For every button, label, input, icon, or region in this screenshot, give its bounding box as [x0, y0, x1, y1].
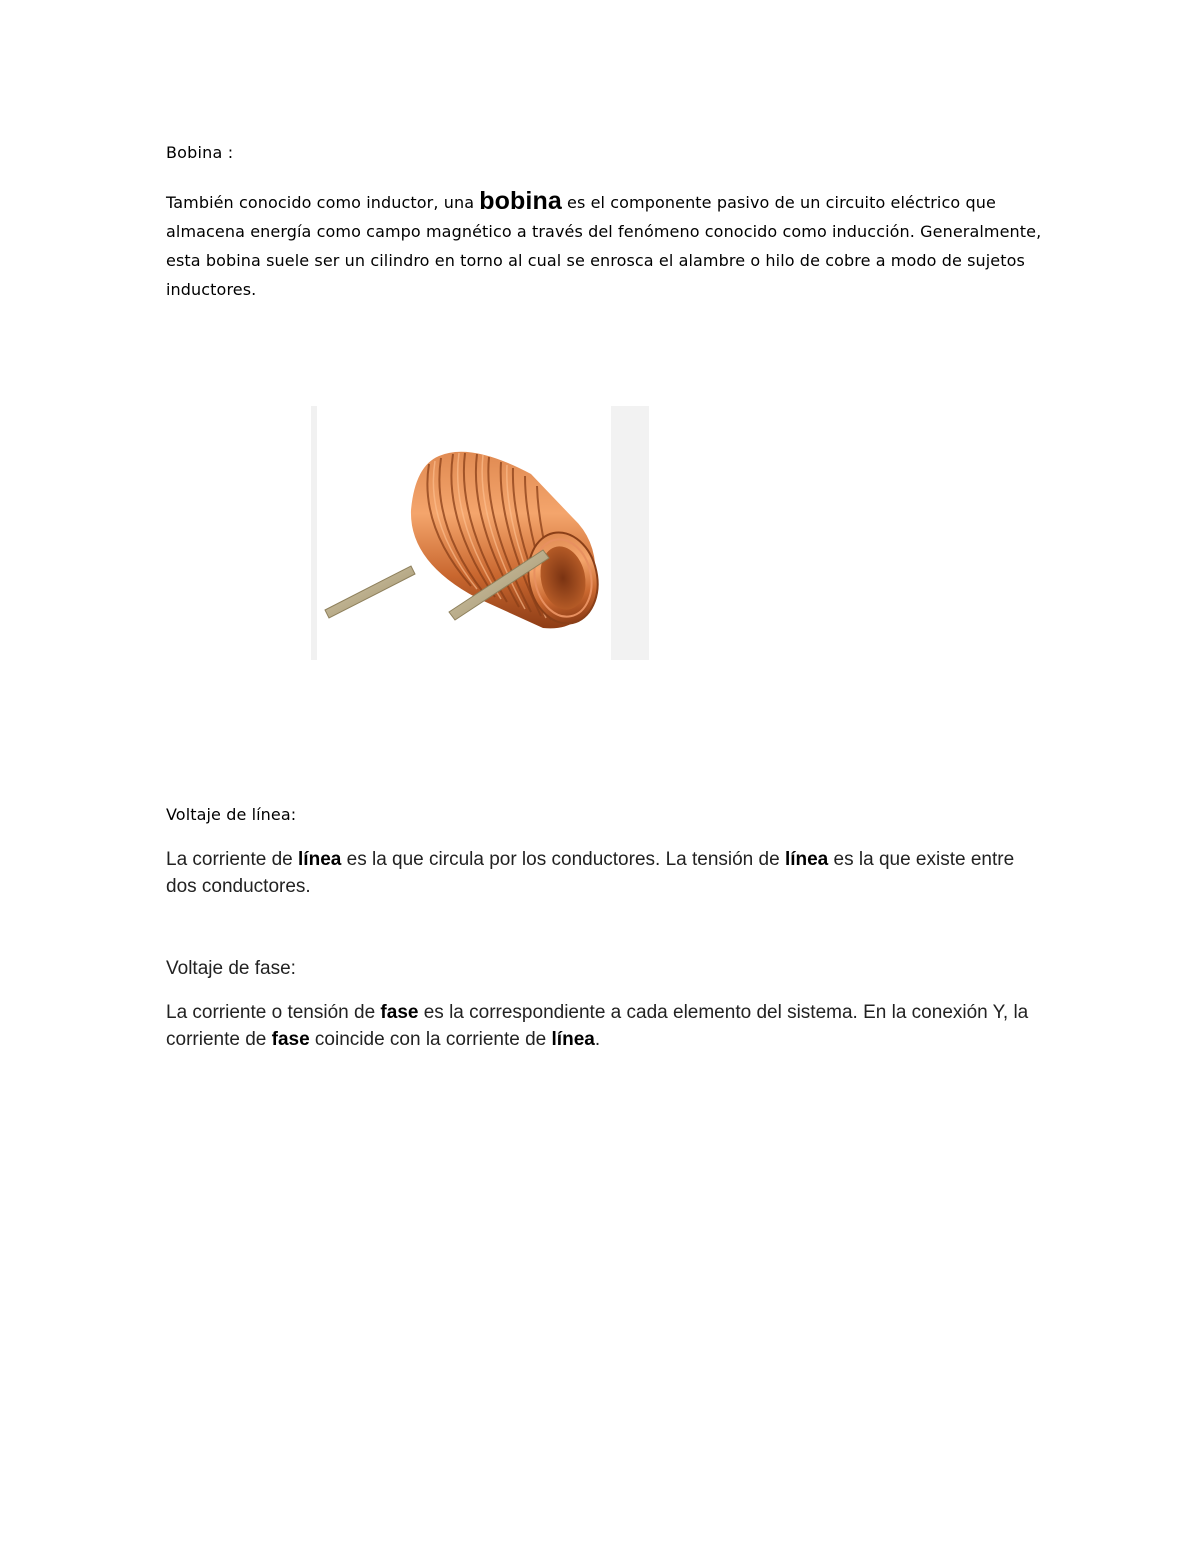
coil-image: [311, 406, 649, 660]
bold-term-fase: fase: [380, 1002, 419, 1023]
paragraph-text: coincide con la corriente de: [309, 1029, 552, 1050]
paragraph-text: La corriente o tensión de: [166, 1002, 381, 1023]
paragraph-text: También conocido como inductor, una: [166, 193, 480, 212]
paragraph-voltaje-de-fase: [166, 999, 1046, 1053]
bold-term-bobina: bobina: [479, 187, 562, 215]
heading-bobina: Bobina :: [166, 143, 234, 162]
bold-term-linea: línea: [551, 1029, 595, 1050]
coil-lead-back: [325, 566, 415, 618]
paragraph-bobina: [166, 187, 1046, 304]
copper-coil-illustration: [311, 406, 649, 660]
paragraph-text: La corriente de: [166, 849, 299, 870]
paragraph-text: .: [594, 1029, 601, 1050]
paragraph-text: es la correspondiente a cada elemento del sistema. En la conexión Y, la corriente de: [166, 1002, 1029, 1050]
bold-term-fase: fase: [271, 1029, 310, 1050]
bold-term-linea: línea: [784, 849, 829, 870]
heading-voltaje-de-linea: Voltaje de línea:: [166, 805, 297, 824]
paragraph-voltaje-de-linea: [166, 846, 1046, 900]
paragraph-text: es la que existe entre dos conductores.: [166, 849, 1015, 897]
paragraph-text: es el componente pasivo de un circuito eléctrico que almacena energía como campo magnético a través del fenómeno conocido como inducción. Generalmente, esta bobina suele ser un cilindro en torno al cual se enrosca el alambre o hilo de cobre a modo de sujetos inductores.: [166, 193, 1042, 299]
paragraph-text: es la que circula por los conductores. La tensión de: [341, 849, 785, 870]
bold-term-linea: línea: [298, 849, 342, 870]
heading-voltaje-de-fase: Voltaje de fase:: [166, 958, 296, 979]
